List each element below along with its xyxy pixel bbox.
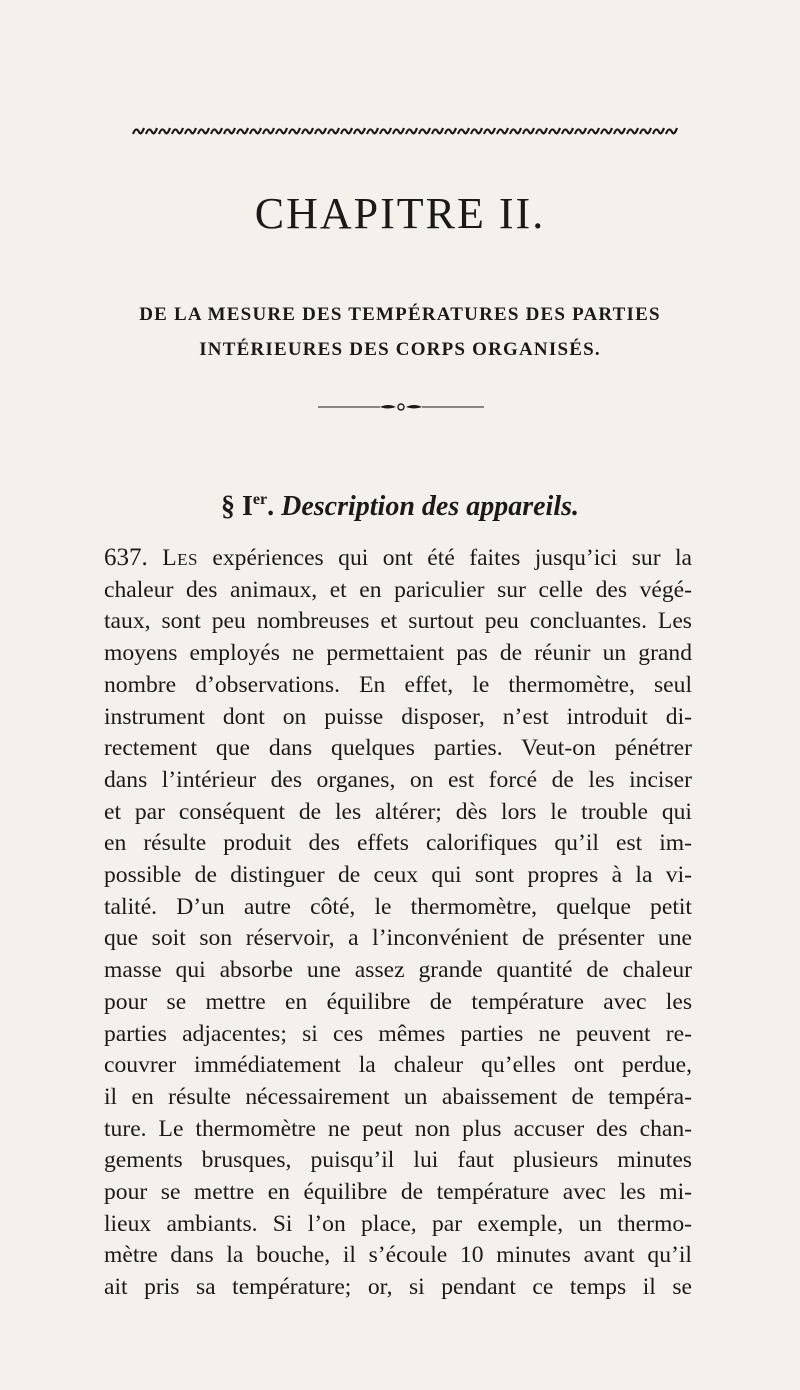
paragraph-line: masse qui absorbe une assez grande quantité de chaleur [104, 957, 692, 984]
paragraph-line [104, 542, 692, 575]
paragraph-line: taux, sont peu nombreuses et surtout peu concluantes. Les [104, 608, 692, 635]
ornamental-border-rule [132, 124, 678, 138]
paragraph-line: talité. D’un autre côté, le thermomètre, quelque petit [104, 893, 692, 920]
paragraph-line-text: expériences qui ont été faites jusqu’ici sur la [212, 545, 693, 571]
paragraph-line: que soit son réservoir, a l’inconvénient de présenter une [104, 925, 692, 952]
section-title: Description des appareils. [281, 491, 579, 522]
paragraph-line: moyens employés ne permettaient pas de réunir un grand [104, 640, 692, 667]
subtitle-line-2: INTÉRIEURES DES CORPS ORGANISÉS. [199, 339, 601, 360]
paragraph-number: 637. [104, 544, 148, 571]
paragraph-637 [104, 542, 692, 1304]
section-heading: § Ier. Description des appareils. [221, 491, 579, 522]
paragraph-line: ait pris sa température; or, si pendant ce temps il se [104, 1274, 692, 1301]
paragraph-line: pour se mettre en équilibre de température avec les [104, 988, 692, 1015]
paragraph-line: et par conséquent de les altérer; dès lors le trouble qui [104, 798, 692, 825]
paragraph-line: couvrer immédiatement la chaleur qu’elles ont perdue, [104, 1052, 692, 1079]
subtitle-line-1: DE LA MESURE DES TEMPÉRATURES DES PARTIES [139, 304, 661, 325]
paragraph-line: possible de distinguer de ceux qui sont propres à la vi- [104, 862, 692, 889]
paragraph-line: dans l’intérieur des organes, on est forcé de les inciser [104, 766, 692, 793]
paragraph-line: ture. Le thermomètre ne peut non plus accuser des chan- [104, 1115, 692, 1142]
decorative-divider [318, 402, 484, 412]
section-number-sup: er [252, 491, 268, 508]
paragraph-line: rectement que dans quelques parties. Veut-on pénétrer [104, 735, 692, 762]
paragraph-line: mètre dans la bouche, il s’écoule 10 minutes avant qu’il [104, 1242, 692, 1269]
paragraph-line: en résulte produit des effets calorifiques qu’il est im- [104, 830, 692, 857]
paragraph-line: pour se mettre en équilibre de température avec les mi- [104, 1179, 692, 1206]
section-symbol: § [221, 491, 235, 522]
paragraph-line: il en résulte nécessairement un abaissement de tempéra- [104, 1083, 692, 1110]
section-number: I [242, 491, 253, 522]
paragraph-line: parties adjacentes; si ces mêmes parties ne peuvent re- [104, 1020, 692, 1047]
paragraph-line: nombre d’observations. En effet, le thermomètre, seul [104, 671, 692, 698]
paragraph-line: instrument dont on puisse disposer, n’est introduit di- [104, 703, 692, 730]
paragraph-line: chaleur des animaux, et en pariculier sur celle des végé- [104, 576, 692, 603]
paragraph-line: gements brusques, puisqu’il lui faut plusieurs minutes [104, 1147, 692, 1174]
chapter-subtitle [60, 297, 740, 367]
chapter-title: CHAPITRE II. [254, 189, 546, 238]
paragraph-line: lieux ambiants. Si l’on place, par exemple, un thermo- [104, 1210, 692, 1237]
paragraph-lead-word: Les [162, 545, 198, 571]
